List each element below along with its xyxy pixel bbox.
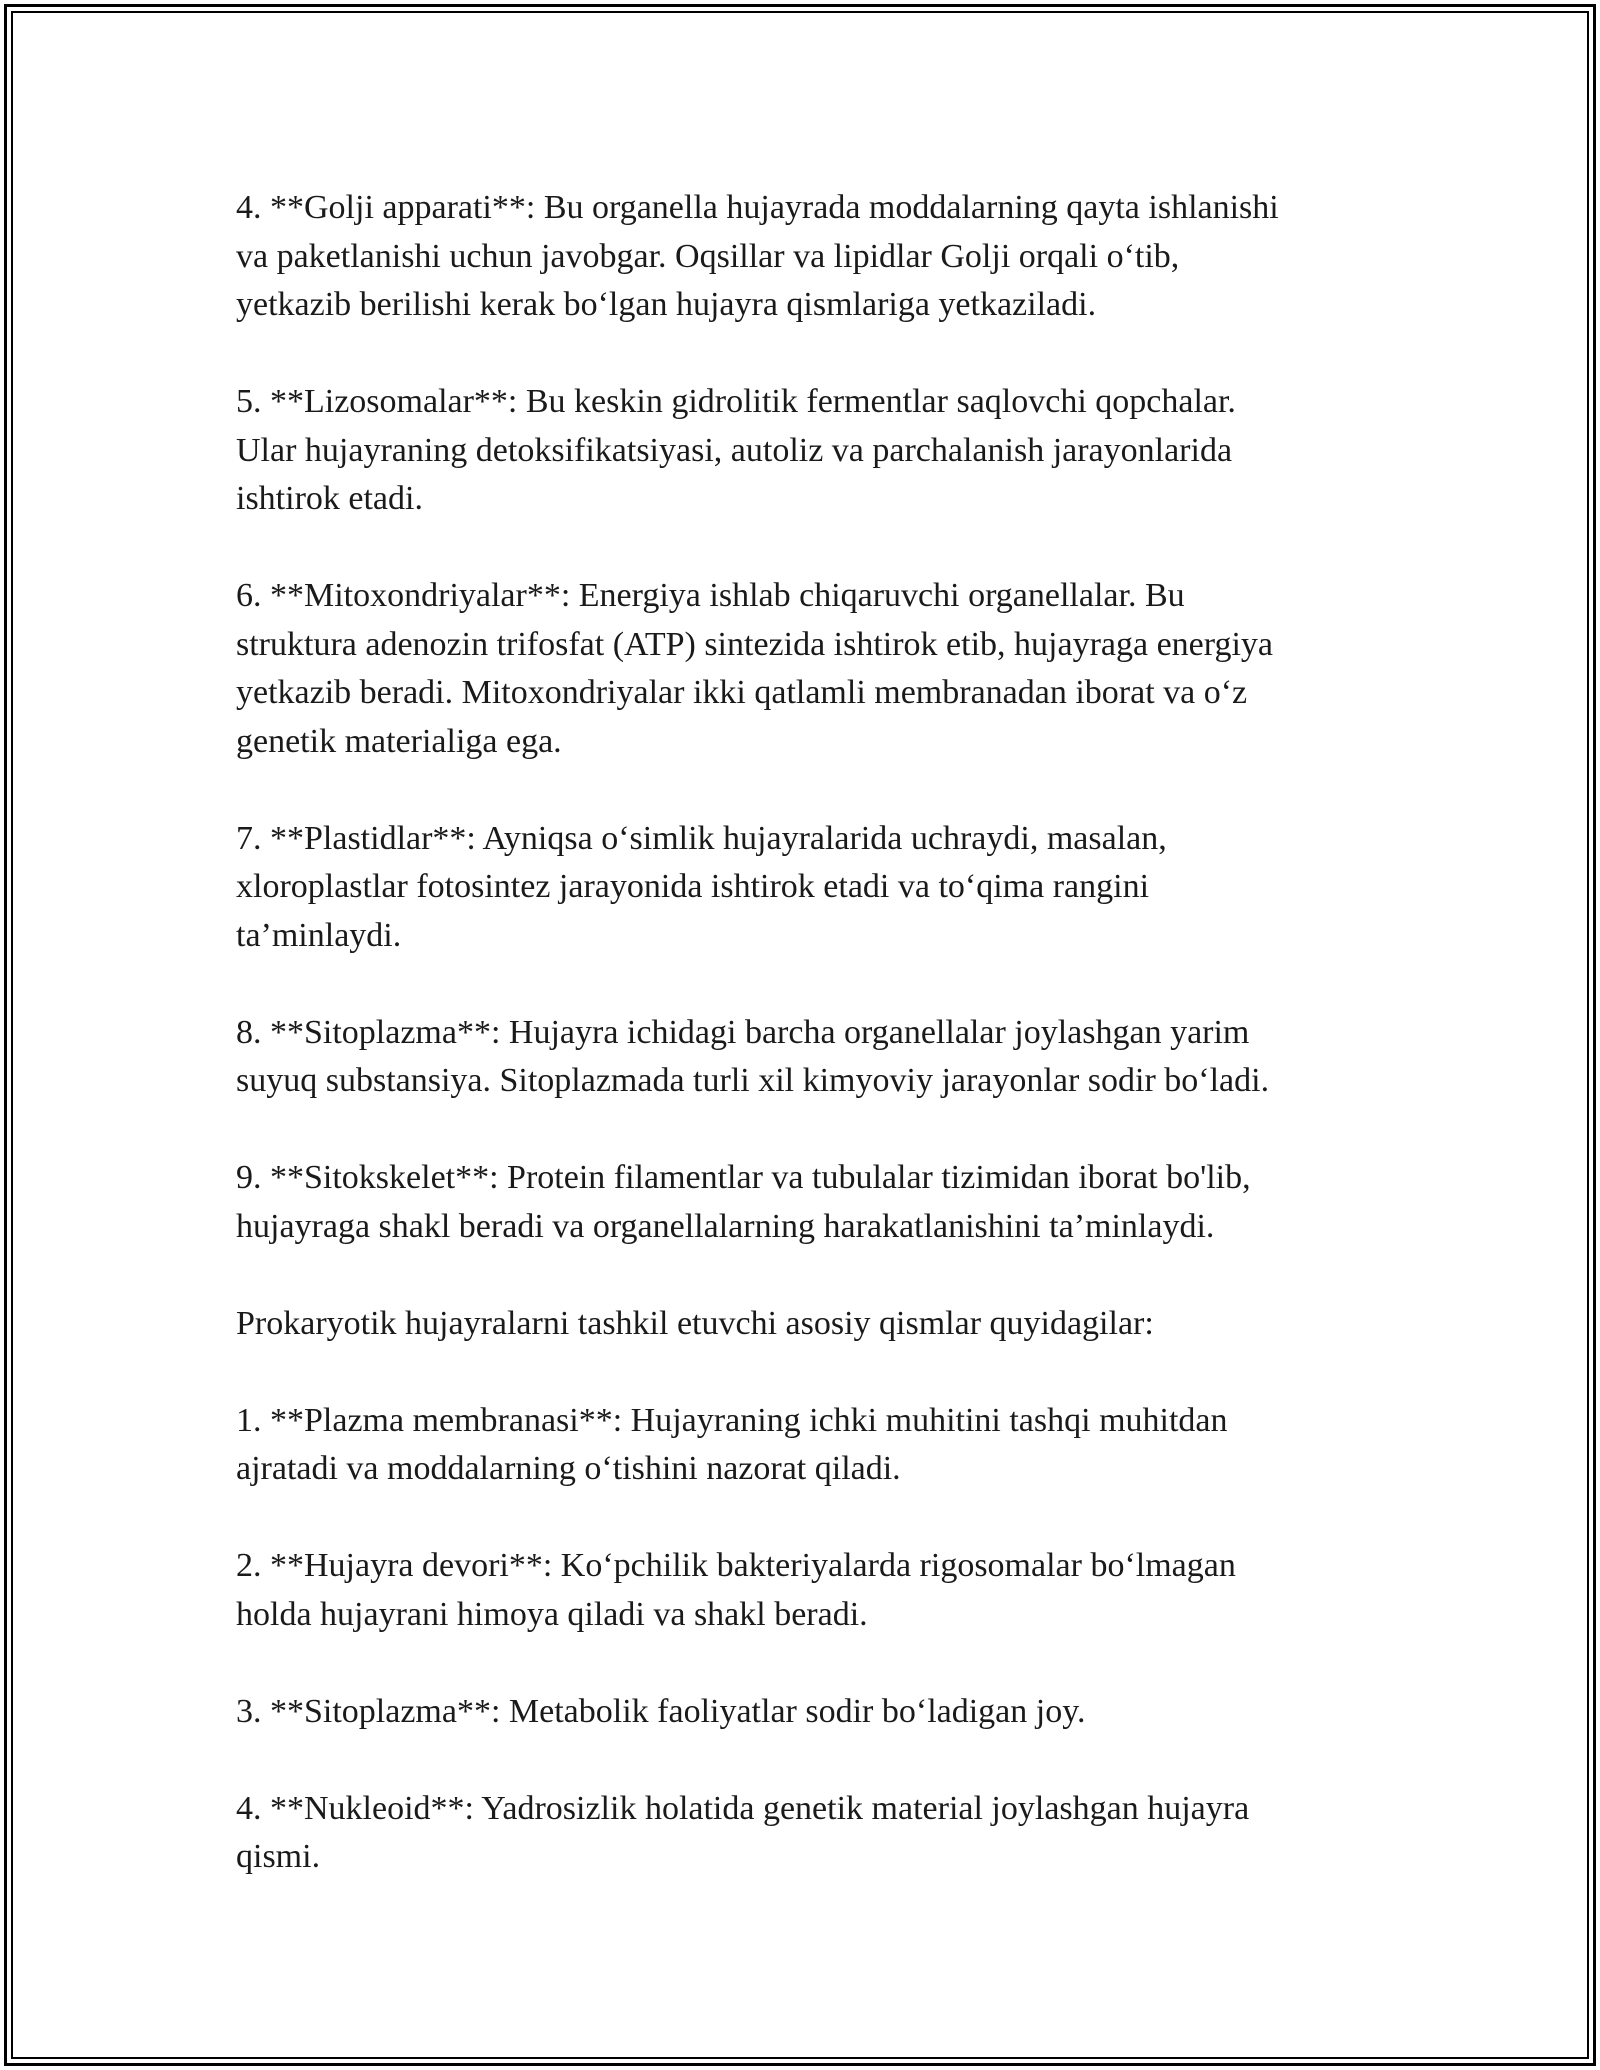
text-line: va paketlanishi uchun javobgar. Oqsillar va lipidlar Golji orqali o‘tib, [236,237,1180,275]
text-line: holda hujayrani himoya qiladi va shakl beradi. [236,1595,868,1633]
paragraph-nukleoid [236,1785,1366,1882]
text-line: Prokaryotik hujayralarni tashkil etuvchi asosiy qismlar quyidagilar: [236,1304,1154,1342]
text-line: hujayraga shakl beradi va organellalarning harakatlanishini ta’minlaydi. [236,1207,1215,1245]
text-line: xloroplastlar fotosintez jarayonida ishtirok etadi va to‘qima rangini [236,868,1150,905]
text-line: 3. **Sitoplazma**: Metabolik faoliyatlar sodir bo‘ladigan joy. [236,1692,1086,1730]
paragraph-prokaryotik-intro [236,1300,1366,1349]
text-line: 1. **Plazma membranasi**: Hujayraning ichki muhitini tashqi muhitdan [236,1401,1228,1439]
text-line: 2. **Hujayra devori**: Ko‘pchilik bakteriyalarda rigosomalar bo‘lmagan [236,1547,1236,1584]
text-line: struktura adenozin trifosfat (ATP) sintezida ishtirok etib, hujayraga energiya [236,625,1273,663]
text-line: 4. **Nukleoid**: Yadrosizlik holatida genetik material joylashgan hujayra [236,1789,1250,1827]
paragraph-lizosomalar [236,378,1366,524]
paragraph-sitoplazma [236,1009,1366,1106]
paragraph-golji [236,184,1366,330]
paragraph-plazma-membranasi [236,1397,1366,1494]
paragraph-hujayra-devori [236,1542,1366,1639]
text-line: ajratadi va moddalarning o‘tishini nazorat qiladi. [236,1450,901,1487]
text-line: ishtirok etadi. [236,480,423,517]
text-line: yetkazib beradi. Mitoxondriyalar ikki qatlamli membranadan iborat va o‘z [236,674,1248,711]
text-line: genetik materialiga ega. [236,722,562,760]
paragraph-sitoplazma-prokaryot [236,1688,1366,1737]
text-line: ta’minlaydi. [236,916,402,954]
text-line: qismi. [236,1838,321,1875]
text-line: 6. **Mitoxondriyalar**: Energiya ishlab chiqaruvchi organellalar. Bu [236,577,1185,614]
text-line: Ular hujayraning detoksifikatsiyasi, autoliz va parchalanish jarayonlarida [236,431,1233,469]
text-line: 4. **Golji apparati**: Bu organella hujayrada moddalarning qayta ishlanishi [236,189,1279,226]
text-line: suyuq substansiya. Sitoplazmada turli xil kimyoviy jarayonlar sodir bo‘ladi. [236,1062,1270,1099]
paragraph-plastidlar [236,815,1366,961]
text-line: 8. **Sitoplazma**: Hujayra ichidagi barcha organellalar joylashgan yarim [236,1013,1250,1051]
text-line: 5. **Lizosomalar**: Bu keskin gidrolitik fermentlar saqlovchi qopchalar. [236,383,1236,420]
text-line: 9. **Sitokskelet**: Protein filamentlar va tubulalar tizimidan iborat bo'lib, [236,1159,1251,1196]
document-body [236,184,1366,1882]
text-line: 7. **Plastidlar**: Ayniqsa o‘simlik hujayralarida uchraydi, masalan, [236,819,1167,857]
text-line: yetkazib berilishi kerak bo‘lgan hujayra qismlariga yetkaziladi. [236,286,1097,323]
paragraph-sitokskelet [236,1154,1366,1251]
paragraph-mitoxondriyalar [236,572,1366,766]
